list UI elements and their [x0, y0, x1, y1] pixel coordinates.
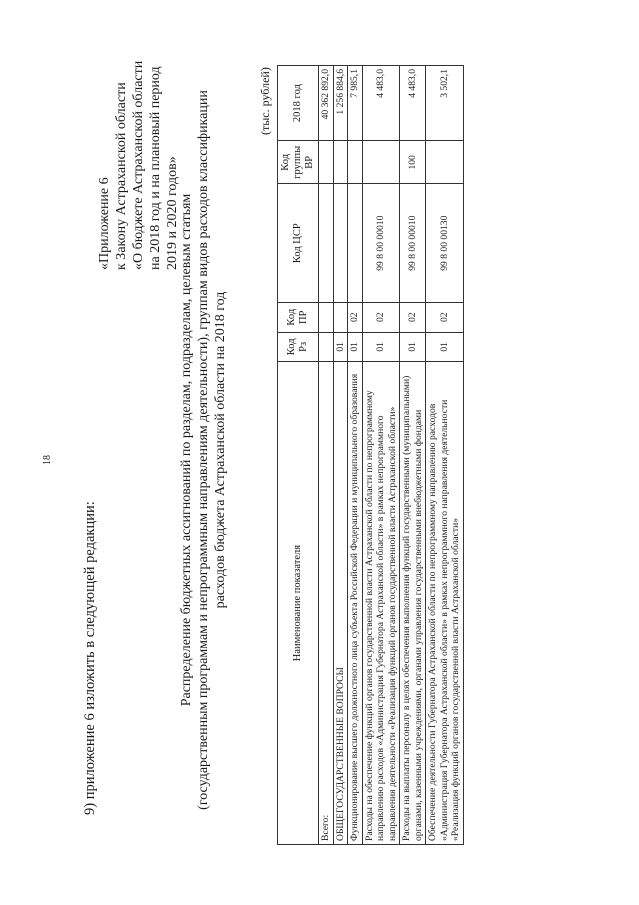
cell-vr	[319, 141, 334, 184]
cell-name: Обеспечение деятельности Губернатора Астраханской области по непрограммному направлению расходов «Администрация Губернатора Астраханской области» в рамках непрограммного направления деятельности «Реализация функций органов государственной власти Астраханской области»	[426, 362, 464, 845]
appendix-line: «Приложение 6	[97, 177, 112, 270]
cell-value: 1 256 884,6	[333, 66, 348, 141]
cell-csr: 99 8 00 00130	[426, 184, 464, 302]
cell-name: Функционирование высшего должностного лица субъекта Российской Федерации и муниципального образования	[348, 362, 363, 845]
cell-name: Расходы на обеспечение функций органов государственной власти Астраханской области по непрограммному направлению расходов «Администрация Губернатора Астраханской области» в рамках непрограммного направления деятельности «Реализация функций органов государственной власти Астраханской области»	[362, 362, 400, 845]
appendix-line: 2019 и 2020 годов»	[165, 156, 180, 270]
cell-rz: 01	[362, 332, 400, 362]
cell-vr	[348, 141, 363, 184]
table-row	[362, 66, 400, 845]
cell-pr	[333, 302, 348, 332]
title-line: расходов бюджета Астраханской области на 2018 год	[213, 291, 228, 609]
cell-name: Расходы на выплаты персоналу в целях обеспечения выполнения функций государственными (муниципальными) органами, казенными учреждениями, органами управления государственными внебюджетными фондами	[400, 362, 426, 845]
table-row	[333, 66, 348, 845]
cell-value: 7 985,1	[348, 66, 363, 141]
appendix-heading	[96, 61, 181, 270]
budget-table	[277, 65, 464, 845]
cell-csr: 99 8 00 00010	[400, 184, 426, 302]
cell-csr	[319, 184, 334, 302]
header-2018: 2018 год	[278, 66, 319, 141]
appendix-line: «О бюджете Астраханской области	[131, 60, 146, 270]
appendix-line: на 2018 год и на плановый период	[148, 66, 163, 270]
cell-vr	[426, 141, 464, 184]
cell-pr: 02	[348, 302, 363, 332]
cell-name: Всего:	[319, 362, 334, 845]
cell-csr	[348, 184, 363, 302]
document-title	[178, 55, 229, 845]
header-pr: Код ПР	[278, 302, 319, 332]
cell-value: 4 483,0	[400, 66, 426, 141]
cell-value: 3 502,1	[426, 66, 464, 141]
title-line: (государственным программам и непрограммным направлениям деятельности), группам видов расходов классификации	[196, 90, 211, 810]
table-row	[348, 66, 363, 845]
cell-csr: 99 8 00 00010	[362, 184, 400, 302]
cell-pr: 02	[426, 302, 464, 332]
header-rz: Код Рз	[278, 332, 319, 362]
header-name: Наименование показателя	[278, 362, 319, 845]
intro-text: 9) приложение 6 изложить в следующей редакции:	[82, 501, 98, 815]
header-csr: Код ЦСР	[278, 184, 319, 302]
cell-csr	[333, 184, 348, 302]
cell-rz: 01	[333, 332, 348, 362]
cell-rz	[319, 332, 334, 362]
cell-pr	[319, 302, 334, 332]
page-number: 18	[42, 455, 53, 465]
title-line: Распределение бюджетных ассигнований по разделам, подразделам, целевым статьям	[179, 193, 194, 707]
cell-rz: 01	[400, 332, 426, 362]
cell-pr: 02	[400, 302, 426, 332]
table-row	[400, 66, 426, 845]
cell-rz: 01	[348, 332, 363, 362]
units-label: (тыс. рублей)	[258, 67, 272, 135]
cell-vr	[362, 141, 400, 184]
cell-vr: 100	[400, 141, 426, 184]
appendix-line: к Закону Астраханской области	[114, 82, 129, 270]
cell-pr: 02	[362, 302, 400, 332]
header-vr: Код группы ВР	[278, 141, 319, 184]
cell-value: 40 362 892,0	[319, 66, 334, 141]
cell-vr	[333, 141, 348, 184]
cell-name: ОБЩЕГОСУДАРСТВЕННЫЕ ВОПРОСЫ	[333, 362, 348, 845]
table-header-row	[278, 66, 319, 845]
table-row	[319, 66, 334, 845]
cell-rz: 01	[426, 332, 464, 362]
cell-value: 4 483,0	[362, 66, 400, 141]
table-row	[426, 66, 464, 845]
